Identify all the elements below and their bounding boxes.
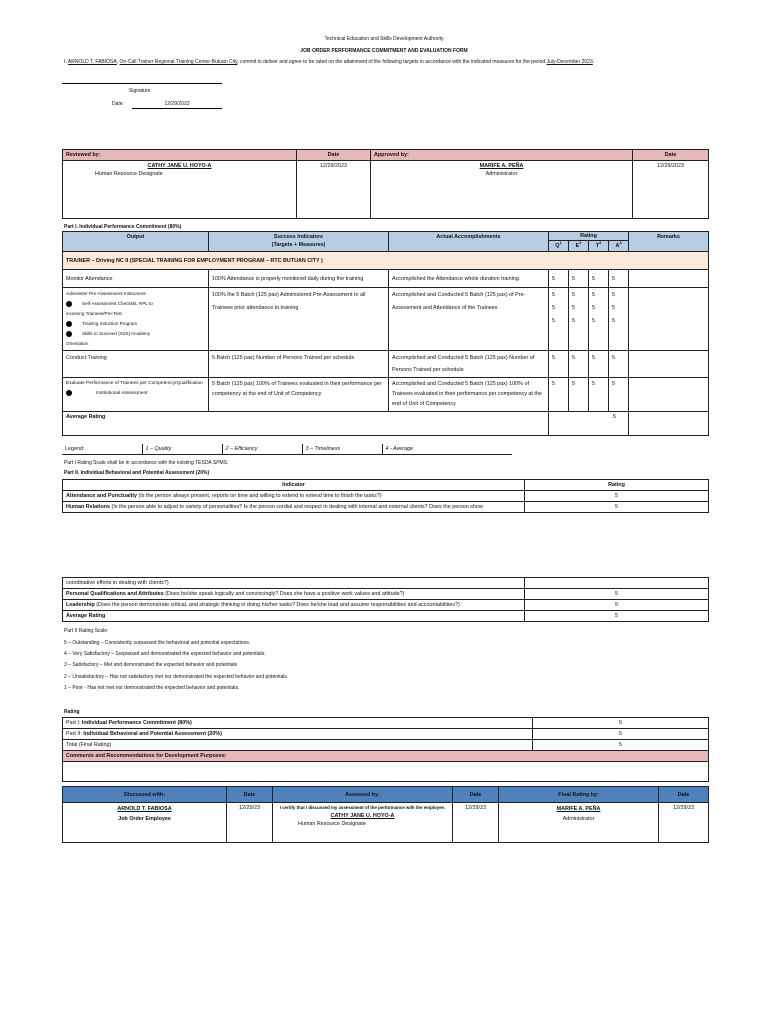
scale-item: 1 – Poor - Has not met nor demonstrated the expected behavior and potentials. [64, 685, 240, 691]
scale-item: 3 – Satisfactory – Met and demonstrated the expected behavior and potentials [64, 662, 238, 668]
table-row: Evaluate Performance of Trainees per Competency/Qualification Institutional Assessment 5 Batch (125 pax) 100% of Trainees evaluated in their performance per competency at the end of Unit of Competency Accomplished and Conducted 5 Batch (125 pax) 100% of Trainees evaluated in their performance per competency at the end of Unit of Competency 5 5 5 5 [63, 378, 709, 412]
legend-timeliness: 3 – Timeliness [302, 444, 382, 455]
rating-summary-heading: Rating [64, 709, 80, 715]
behavioral-assessment-table-continued [62, 577, 709, 622]
table-row: Leadership (Does the person demonstrate critical, and strategic thinking in doing his/her tasks? Does he/she lead and assume responsibilities and accountabilities?) 5 [63, 600, 709, 611]
part1-heading: Part I. Individual Performance Commitment (80%) [64, 224, 182, 230]
comments-field[interactable] [63, 762, 709, 782]
bullet-icon [66, 331, 72, 337]
approve-date: 12/29/2023 [633, 161, 709, 219]
table-row: Human Relations (Is the person able to adjust to variety of personalities? Is the person cordial and respect in dealing with internal and external clients? Does the person show 5 [63, 502, 709, 513]
discussed-with-header: Discussed with: [63, 787, 227, 803]
form-title: JOB ORDER PERFORMANCE COMMITMENT AND EVALUATION FORM [300, 48, 468, 54]
col-remarks: Remarks [629, 232, 709, 252]
continued-text: coordinative efforts in dealing with clients?) [63, 578, 525, 589]
table-row [63, 578, 709, 589]
col-rating: Rating [549, 232, 629, 241]
date-label: Date: [112, 101, 124, 107]
final-rating-header: Final Rating by: [499, 787, 659, 803]
col-t: $T^3$ [589, 241, 609, 252]
part2-heading: Part II. Individual Behavioral and Potential Assessment (20%) [64, 470, 210, 476]
part2-scale-title: Part II Rating Scale: [64, 628, 109, 634]
signature-label: Signature [129, 88, 151, 94]
col-part2-rating: Rating [525, 480, 709, 491]
approver-title: Administrator [485, 171, 518, 177]
part2-average-value: 5 [525, 611, 709, 622]
part1-scale-note: Part I Rating Scale shall be in accordance with the existing TESDA SPMS. [64, 460, 229, 466]
assessed-date: 12/29/23 [453, 803, 499, 843]
discussed-date-header: Date [227, 787, 273, 803]
review-approval-table [62, 149, 709, 219]
legend-row [62, 444, 512, 455]
table-row: Monitor Attendance 100% Attendance is properly monitored daily during the training Accomplished the Attendance whole duration training. 5 5 5 5 [63, 270, 709, 288]
rating-period: July-December 2023 [546, 59, 593, 65]
table-row: Total (Final Rating) 5 [63, 740, 709, 751]
approve-date-header: Date [633, 150, 709, 161]
section-title: TRAINER – Driving NC II (SPECIAL TRAINING FOR EMPLOYMENT PROGRAM – RTC BUTUAN CITY ) [63, 252, 709, 270]
review-date-header: Date [297, 150, 371, 161]
employee-name: ARNOLD T. FABIOSA [67, 59, 117, 65]
assessed-by-header: Assessed by: [273, 787, 453, 803]
reviewer-name: CATHY JANE U. HOYO-A [147, 163, 212, 169]
behavioral-assessment-table [62, 479, 709, 513]
bullet-icon [66, 390, 72, 396]
table-row: Part I: Individual Performance Commitment (80%) 5 [63, 718, 709, 729]
assessor-name: CATHY JANE U. HOYO-A [330, 813, 395, 819]
reviewed-by-header: Reviewed by: [63, 150, 297, 161]
legend-average: 4 - Average [382, 444, 512, 455]
agency-name: Technical Education and Skills Development Authority [324, 36, 444, 42]
final-rater-name: MARIFE A. PEÑA [556, 806, 601, 812]
col-output: Output [63, 232, 209, 252]
approver-cell [371, 161, 633, 219]
col-indicators: Success Indicators (Targets + Measures) [209, 232, 389, 252]
final-date-header: Date [659, 787, 709, 803]
part2-average-label: Average Rating [63, 611, 525, 622]
table-row: Administer Pre-Assessment Instrument Self-Assessment Checklist, RPL to incoming Trainees/Pre-Test Training Induction Program Skills to Succeed (S2S) Academy Orientation 100% the 5 Batch (125 pax) Administered Pre-Assessment to all Trainees prior attendance to training Accomplished and Conducted 5 Batch (125 pax) of Pre-Assessment and Attendance of the Trainees 5 5 5 5 5 5 5 5 5 5 5 5 [63, 288, 709, 351]
employee-position: On-Call Trainer Regional Training Center-Butuan City [119, 59, 238, 65]
scale-item: 5 – Outstanding – Consistently surpassed the behavioral and potential expectations. [64, 640, 251, 646]
col-actual: Actual Accomplishments [389, 232, 549, 252]
col-a: $A^4$ [609, 241, 629, 252]
table-row: Conduct Training 5 Batch (125 pax) Number of Persons Trained per schedule Accomplished and Conducted 5 Batch (125 pax) Number of Persons Trained per schedule 5 5 5 5 [63, 351, 709, 378]
col-e: $E^2$ [569, 241, 589, 252]
assessor-title: Human Resource Designate [298, 821, 366, 827]
final-rater-title: Administrator [562, 816, 595, 822]
final-rating-value: 5 [533, 740, 709, 751]
scale-item: 2 – Unsatisfactory – Has not satisfactory met nor demonstrated the expected behavior and potentials. [64, 674, 289, 680]
discussed-date: 12/29/23 [227, 803, 273, 843]
bullet-icon [66, 321, 72, 327]
review-date: 12/29/2023 [297, 161, 371, 219]
table-row: Personal Qualifications and Attributes (Does he/she speak logically and convincingly? Does she have a positive work values and attitude?) 5 [63, 589, 709, 600]
approver-name: MARIFE A. PEÑA [479, 163, 524, 169]
performance-commitment-table [62, 231, 709, 436]
rating-summary-table [62, 717, 709, 782]
signature-date: 12/29/2023 [132, 101, 222, 109]
signoff-table [62, 786, 709, 843]
certify-text: I certify that I discussed my assessment of the performance with the employee. [279, 805, 446, 810]
employee-signoff-title: Job Order Employee [118, 816, 171, 822]
employee-signoff-name: ARNOLD T. FABIOSA [117, 806, 172, 812]
average-rating-label: Average Rating [63, 412, 549, 436]
assessed-date-header: Date [453, 787, 499, 803]
comments-header: Comments and Recommendations for Development Purposes: [63, 751, 709, 762]
legend-quality: 1 – Quality [142, 444, 222, 455]
final-date: 12/29/23 [659, 803, 709, 843]
legend-label: Legend: [62, 444, 142, 455]
col-indicator: Indicator [63, 480, 525, 491]
legend-efficiency: 2 – Efficiency [222, 444, 302, 455]
approved-by-header: Approved by: [371, 150, 633, 161]
reviewer-cell [63, 161, 297, 219]
reviewer-title: Human Resource Designate [95, 171, 163, 177]
table-row: Attendance and Punctuality (Is the person always present, reports on time and willing to extend to extend time to finish the tasks?) 5 [63, 491, 709, 502]
scale-item: 4 – Very Satisfactory – Surpassed and demonstrated the expected behavior and potentials. [64, 651, 266, 657]
signature-line [62, 83, 222, 84]
average-rating-value: 5 [549, 412, 629, 436]
bullet-icon [66, 301, 72, 307]
col-q: $Q^1$ [549, 241, 569, 252]
commitment-statement: I, ARNOLD T. FABIOSA, On-Call Trainer Regional Training Center-Butuan City, commit to deliver and agree to be rated on the attainment of the following targets in accordance with the indicated measures for the period July-December 2023. [64, 59, 595, 65]
table-row: Part II: Individual Behavioral and Potential Assessment (20%) 5 [63, 729, 709, 740]
